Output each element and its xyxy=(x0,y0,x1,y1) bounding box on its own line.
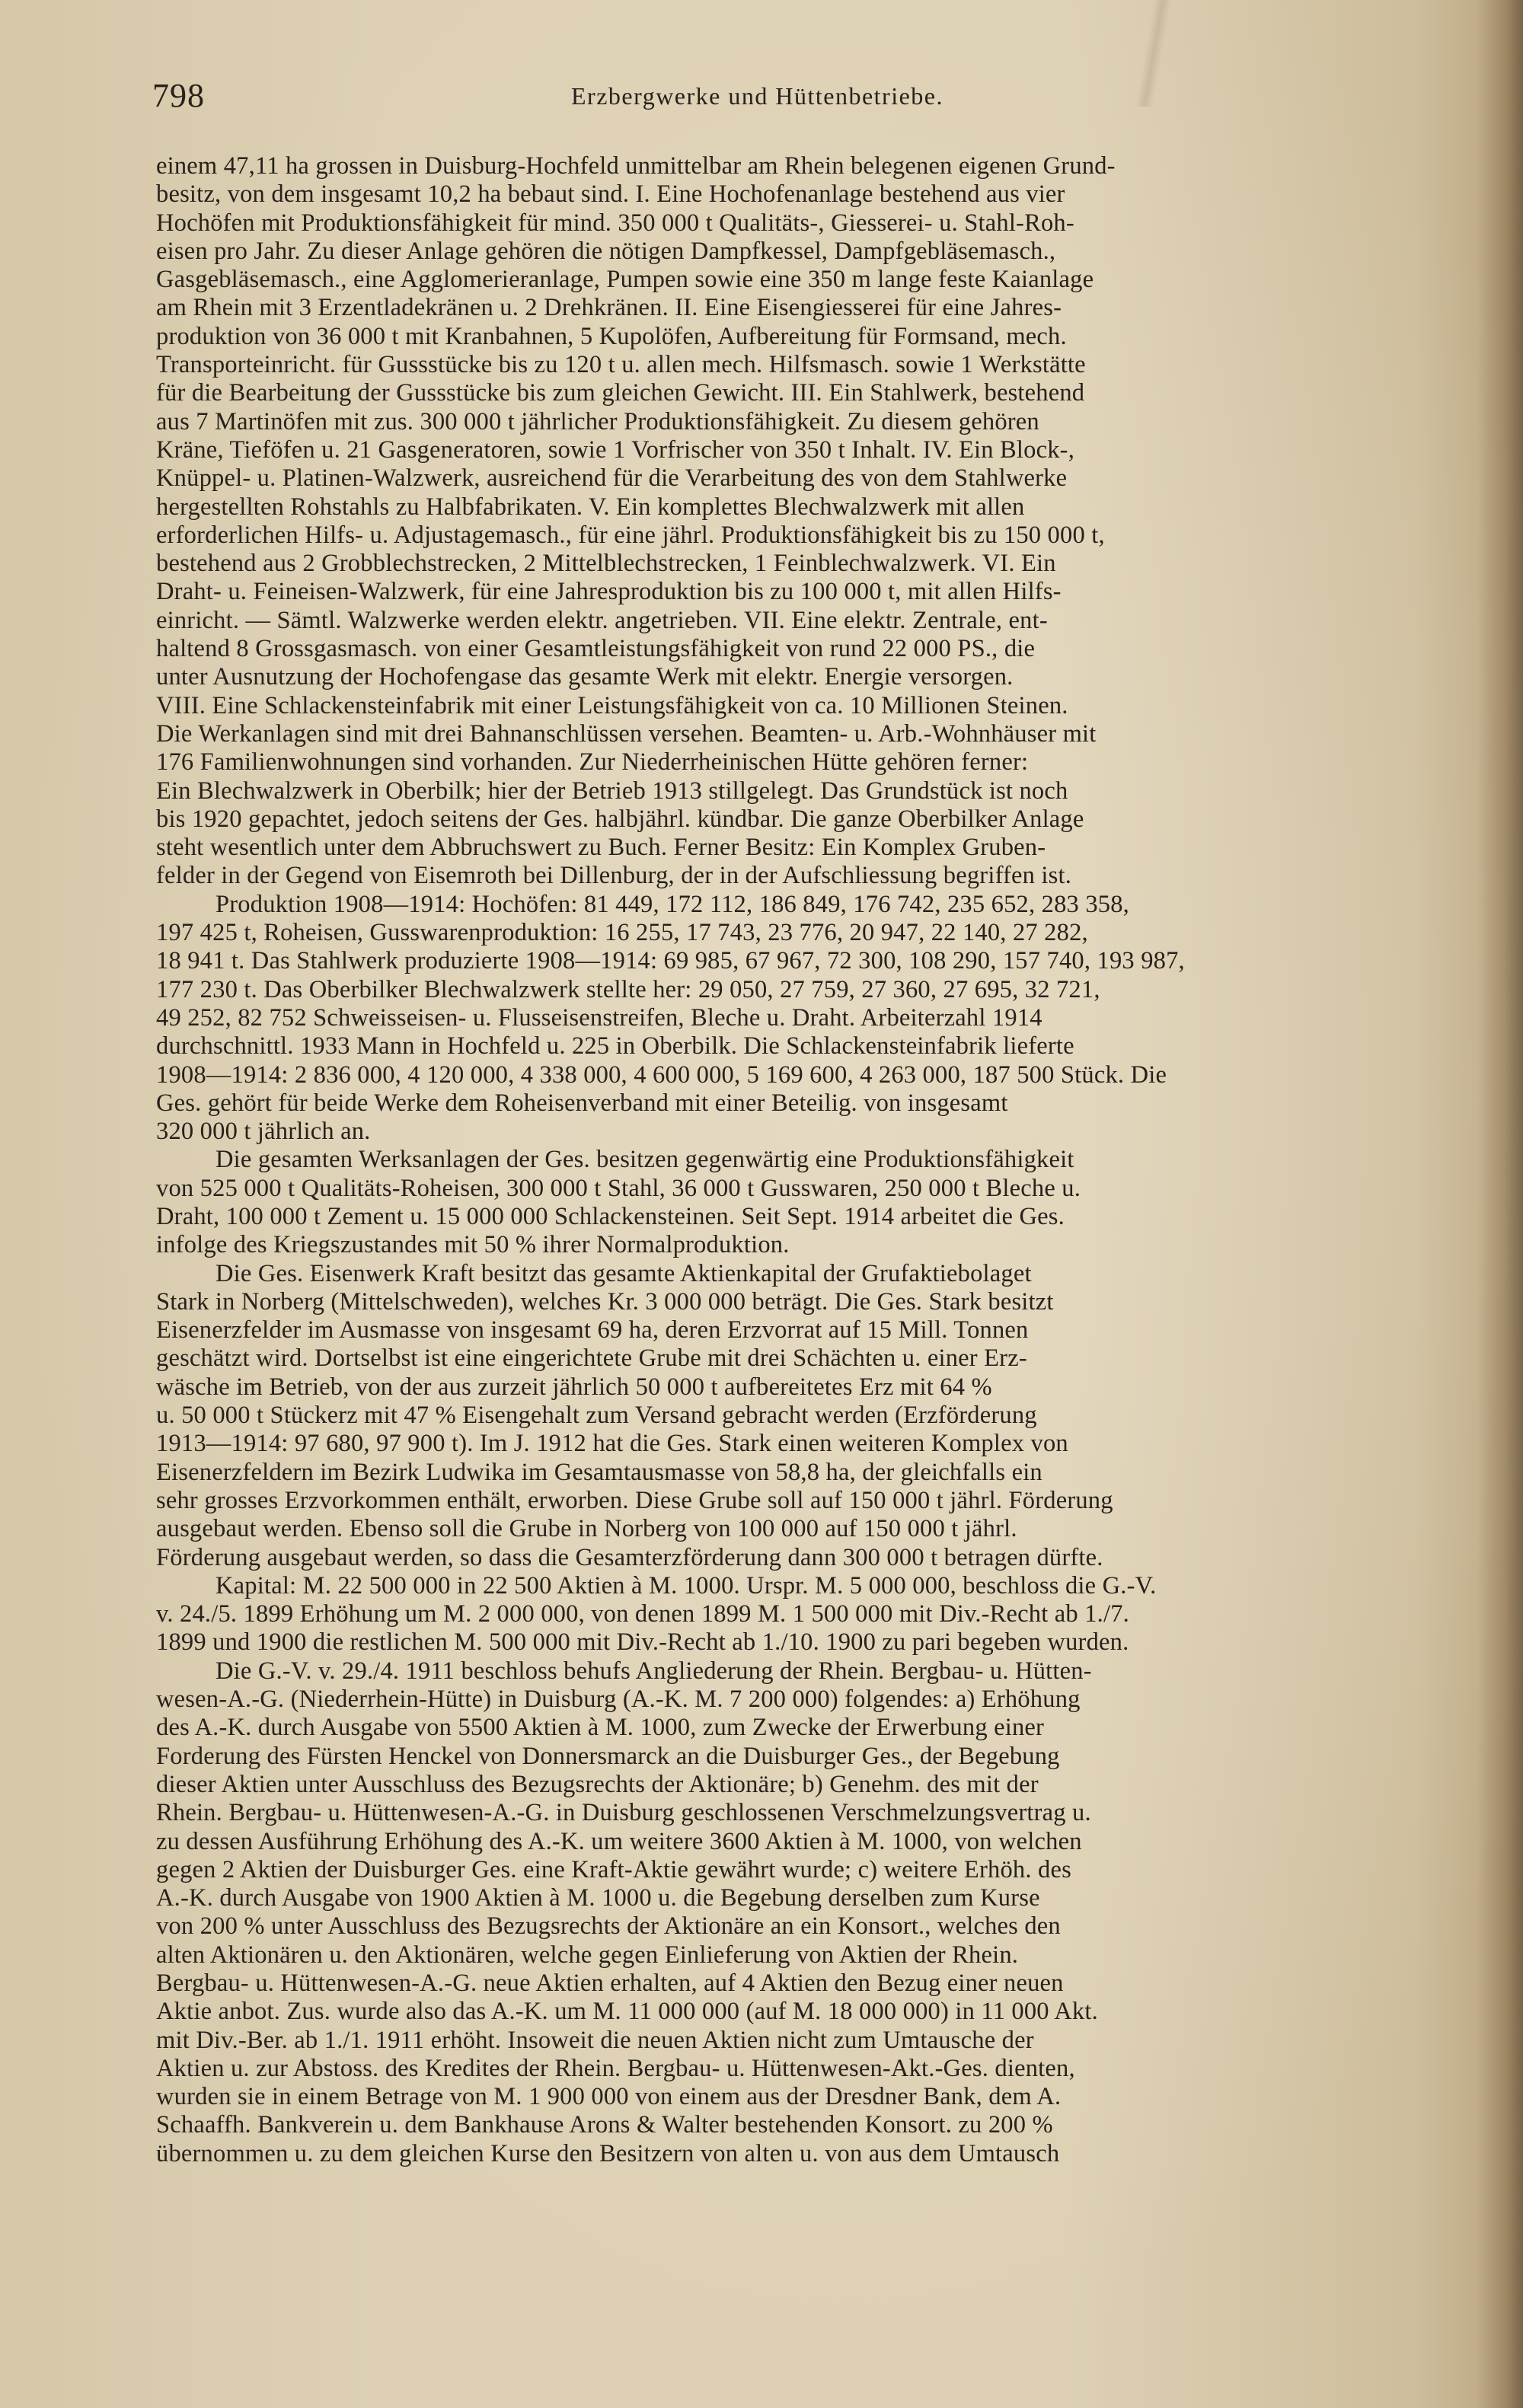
text-line: geschätzt wird. Dortselbst ist eine eingerichtete Grube mit drei Schächten u. einer Erz- xyxy=(156,1344,1027,1373)
text-line: zu dessen Ausführung Erhöhung des A.-K. um weitere 3600 Aktien à M. 1000, von welchen xyxy=(156,1827,1082,1855)
text-line: Forderung des Fürsten Henckel von Donnersmarck an die Duisburger Ges., der Begebung xyxy=(156,1742,1060,1770)
text-line: Gasgebläsemasch., eine Agglomerieranlage, Pumpen sowie eine 350 m lange feste Kaianlage xyxy=(156,266,1094,294)
text-line: bis 1920 gepachtet, jedoch seitens der Ges. halbjährl. kündbar. Die ganze Oberbilker Anlage xyxy=(156,805,1084,833)
text-line: ausgebaut werden. Ebenso soll die Grube in Norberg von 100 000 auf 150 000 t jährl. xyxy=(156,1515,1017,1543)
text-line: gegen 2 Aktien der Duisburger Ges. eine Kraft-Aktie gewährt wurde; c) weitere Erhöh. des xyxy=(156,1855,1071,1883)
text-line: sehr grosses Erzvorkommen enthält, erworben. Diese Grube soll auf 150 000 t jährl. Förderung xyxy=(156,1486,1113,1514)
text-line: Förderung ausgebaut werden, so dass die Gesamterzförderung dann 300 000 t betragen dürfte. xyxy=(156,1543,1103,1571)
text-line: Produktion 1908—1914: Hochöfen: 81 449, 172 112, 186 849, 176 742, 235 652, 283 358, xyxy=(216,890,1130,918)
text-line: einricht. — Sämtl. Walzwerke werden elektr. angetrieben. VII. Eine elektr. Zentrale, ent- xyxy=(156,606,1048,634)
text-line: Eisenerzfelder im Ausmasse von insgesamt 69 ha, deren Erzvorrat auf 15 Mill. Tonnen xyxy=(156,1316,1029,1344)
text-line: 176 Familienwohnungen sind vorhanden. Zur Niederrheinischen Hütte gehören ferner: xyxy=(156,748,1029,777)
text-line: 197 425 t, Roheisen, Gusswarenproduktion: 16 255, 17 743, 23 776, 20 947, 22 140, 27 282, xyxy=(156,919,1088,947)
text-line: 18 941 t. Das Stahlwerk produzierte 1908—1914: 69 985, 67 967, 72 300, 108 290, 157 740, 193 987, xyxy=(156,947,1185,975)
text-line: alten Aktionären u. den Aktionären, welche gegen Einlieferung von Aktien der Rhein. xyxy=(156,1941,1019,1969)
text-line: produktion von 36 000 t mit Kranbahnen, 5 Kupolöfen, Aufbereitung für Formsand, mech. xyxy=(156,322,1067,350)
text-line: VIII. Eine Schlackensteinfabrik mit einer Leistungsfähigkeit von ca. 10 Millionen Steinen. xyxy=(156,691,1068,719)
page-number: 798 xyxy=(152,77,205,114)
text-line: unter Ausnutzung der Hochofengase das gesamte Werk mit elektr. Energie versorgen. xyxy=(156,663,1014,691)
text-line: Die Ges. Eisenwerk Kraft besitzt das gesamte Aktienkapital der Grufaktiebolaget xyxy=(216,1259,1032,1287)
text-line: felder in der Gegend von Eisemroth bei Dillenburg, der in der Aufschliessung begriffen ist. xyxy=(156,862,1072,890)
text-line: Knüppel- u. Platinen-Walzwerk, ausreichend für die Verarbeitung des von dem Stahlwerke xyxy=(156,464,1068,493)
text-line: erforderlichen Hilfs- u. Adjustagemasch., für eine jährl. Produktionsfähigkeit bis zu 150 000 t, xyxy=(156,521,1105,549)
text-line: Die gesamten Werksanlagen der Ges. besitzen gegenwärtig eine Produktionsfähigkeit xyxy=(216,1146,1074,1174)
text-line: Bergbau- u. Hüttenwesen-A.-G. neue Aktien erhalten, auf 4 Aktien den Bezug einer neuen xyxy=(156,1969,1064,1997)
text-line: einem 47,11 ha grossen in Duisburg-Hochfeld unmittelbar am Rhein belegenen eigenen Grund- xyxy=(156,152,1116,180)
page-header xyxy=(152,76,1355,122)
text-line: Kräne, Tieföfen u. 21 Gasgeneratoren, sowie 1 Vorfrischer von 350 t Inhalt. IV. Ein Block-, xyxy=(156,435,1075,464)
text-line: Ges. gehört für beide Werke dem Roheisenverband mit einer Beteilig. von insgesamt xyxy=(156,1089,1008,1117)
text-line: Transporteinricht. für Gussstücke bis zu 120 t u. allen mech. Hilfsmasch. sowie 1 Werkstätte xyxy=(156,351,1086,379)
text-line: Die G.-V. v. 29./4. 1911 beschloss behufs Angliederung der Rhein. Bergbau- u. Hütten- xyxy=(216,1657,1092,1685)
text-line: 1908—1914: 2 836 000, 4 120 000, 4 338 000, 4 600 000, 5 169 600, 4 263 000, 187 500 Stück. Die xyxy=(156,1060,1167,1089)
text-line: Rhein. Bergbau- u. Hüttenwesen-A.-G. in Duisburg geschlossenen Verschmelzungsvertrag u. xyxy=(156,1799,1091,1827)
text-line: für die Bearbeitung der Gussstücke bis zum gleichen Gewicht. III. Ein Stahlwerk, bestehend xyxy=(156,379,1085,407)
text-line: wäsche im Betrieb, von der aus zurzeit jährlich 50 000 t aufbereitetes Erz mit 64 % xyxy=(156,1373,992,1401)
text-line: am Rhein mit 3 Erzentladekränen u. 2 Drehkränen. II. Eine Eisengiesserei für eine Jahres- xyxy=(156,294,1062,322)
text-line: bestehend aus 2 Grobblechstrecken, 2 Mittelblechstrecken, 1 Feinblechwalzwerk. VI. Ein xyxy=(156,550,1056,578)
text-line: haltend 8 Grossgasmasch. von einer Gesamtleistungsfähigkeit von rund 22 000 PS., die xyxy=(156,635,1036,663)
text-line: Stark in Norberg (Mittelschweden), welches Kr. 3 000 000 beträgt. Die Ges. Stark besitzt xyxy=(156,1287,1054,1316)
text-line: Hochöfen mit Produktionsfähigkeit für mind. 350 000 t Qualitäts-, Giesserei- u. Stahl-Roh- xyxy=(156,209,1074,237)
text-line: Eisenerzfeldern im Bezirk Ludwika im Gesamtausmasse von 58,8 ha, der gleichfalls ein xyxy=(156,1458,1042,1486)
text-line: eisen pro Jahr. Zu dieser Anlage gehören die nötigen Dampfkessel, Dampfgebläsemasch., xyxy=(156,237,1056,265)
text-line: Aktie anbot. Zus. wurde also das A.-K. um M. 11 000 000 (auf M. 18 000 000) in 11 000 Akt. xyxy=(156,1998,1098,2026)
text-line: Ein Blechwalzwerk in Oberbilk; hier der Betrieb 1913 stillgelegt. Das Grundstück ist noch xyxy=(156,777,1068,805)
text-line: 320 000 t jährlich an. xyxy=(156,1118,371,1146)
text-line: 1899 und 1900 die restlichen M. 500 000 mit Div.-Recht ab 1./10. 1900 zu pari begeben wurden. xyxy=(156,1628,1129,1657)
text-line: dieser Aktien unter Ausschluss des Bezugsrechts der Aktionäre; b) Genehm. des mit der xyxy=(156,1770,1039,1798)
text-line: aus 7 Martinöfen mit zus. 300 000 t jährlicher Produktionsfähigkeit. Zu diesem gehören xyxy=(156,407,1039,435)
text-line: wesen-A.-G. (Niederrhein-Hütte) in Duisburg (A.-K. M. 7 200 000) folgendes: a) Erhöhung xyxy=(156,1686,1081,1714)
text-line: 49 252, 82 752 Schweisseisen- u. Flusseisenstreifen, Bleche u. Draht. Arbeiterzahl 1914 xyxy=(156,1003,1042,1032)
text-line: infolge des Kriegszustandes mit 50 % ihrer Normalproduktion. xyxy=(156,1231,790,1259)
text-line: 177 230 t. Das Oberbilker Blechwalzwerk stellte her: 29 050, 27 759, 27 360, 27 695, 32 721, xyxy=(156,975,1100,1003)
text-line: von 525 000 t Qualitäts-Roheisen, 300 000 t Stahl, 36 000 t Gusswaren, 250 000 t Bleche u. xyxy=(156,1174,1081,1202)
text-line: Die Werkanlagen sind mit drei Bahnanschlüssen versehen. Beamten- u. Arb.-Wohnhäuser mit xyxy=(156,719,1097,748)
text-line: Schaaffh. Bankverein u. dem Bankhause Arons & Walter bestehenden Konsort. zu 200 % xyxy=(156,2111,1053,2139)
text-line: u. 50 000 t Stückerz mit 47 % Eisengehalt zum Versand gebracht werden (Erzförderung xyxy=(156,1402,1037,1430)
text-line: steht wesentlich unter dem Abbruchswert zu Buch. Ferner Besitz: Ein Komplex Gruben- xyxy=(156,834,1046,862)
text-line: übernommen u. zu dem gleichen Kurse den Besitzern von alten u. von aus dem Umtausch xyxy=(156,2139,1060,2167)
text-line: von 200 % unter Ausschluss des Bezugsrechts der Aktionäre an ein Konsort., welches den xyxy=(156,1912,1061,1941)
text-line: Draht, 100 000 t Zement u. 15 000 000 Schlackensteinen. Seit Sept. 1914 arbeitet die Ges. xyxy=(156,1202,1065,1230)
text-line: wurden sie in einem Betrage von M. 1 900 000 von einem aus der Dresdner Bank, dem A. xyxy=(156,2083,1062,2111)
text-line: durchschnittl. 1933 Mann in Hochfeld u. 225 in Oberbilk. Die Schlackensteinfabrik lieferte xyxy=(156,1032,1074,1060)
text-line: mit Div.-Ber. ab 1./1. 1911 erhöht. Insoweit die neuen Aktien nicht zum Umtausche der xyxy=(156,2026,1034,2054)
body-text xyxy=(156,152,1519,2168)
running-head: Erzbergwerke und Hüttenbetriebe. xyxy=(571,82,943,110)
text-line: hergestellten Rohstahls zu Halbfabrikaten. V. Ein komplettes Blechwalzwerk mit allen xyxy=(156,493,1025,521)
text-line: Draht- u. Feineisen-Walzwerk, für eine Jahresproduktion bis zu 100 000 t, mit allen Hilfs- xyxy=(156,578,1062,606)
text-line: Aktien u. zur Abstoss. des Kredites der Rhein. Bergbau- u. Hüttenwesen-Akt.-Ges. dienten, xyxy=(156,2054,1075,2082)
text-line: 1913—1914: 97 680, 97 900 t). Im J. 1912 hat die Ges. Stark einen weiteren Komplex von xyxy=(156,1430,1068,1458)
text-line: besitz, von dem insgesamt 10,2 ha bebaut sind. I. Eine Hochofenanlage bestehend aus vier xyxy=(156,180,1065,209)
text-line: A.-K. durch Ausgabe von 1900 Aktien à M. 1000 u. die Begebung derselben zum Kurse xyxy=(156,1884,1040,1912)
text-line: v. 24./5. 1899 Erhöhung um M. 2 000 000, von denen 1899 M. 1 500 000 mit Div.-Recht ab 1./7. xyxy=(156,1600,1129,1628)
text-line: des A.-K. durch Ausgabe von 5500 Aktien à M. 1000, zum Zwecke der Erwerbung einer xyxy=(156,1714,1045,1742)
text-line: Kapital: M. 22 500 000 in 22 500 Aktien à M. 1000. Urspr. M. 5 000 000, beschloss die G.-V. xyxy=(216,1571,1157,1599)
